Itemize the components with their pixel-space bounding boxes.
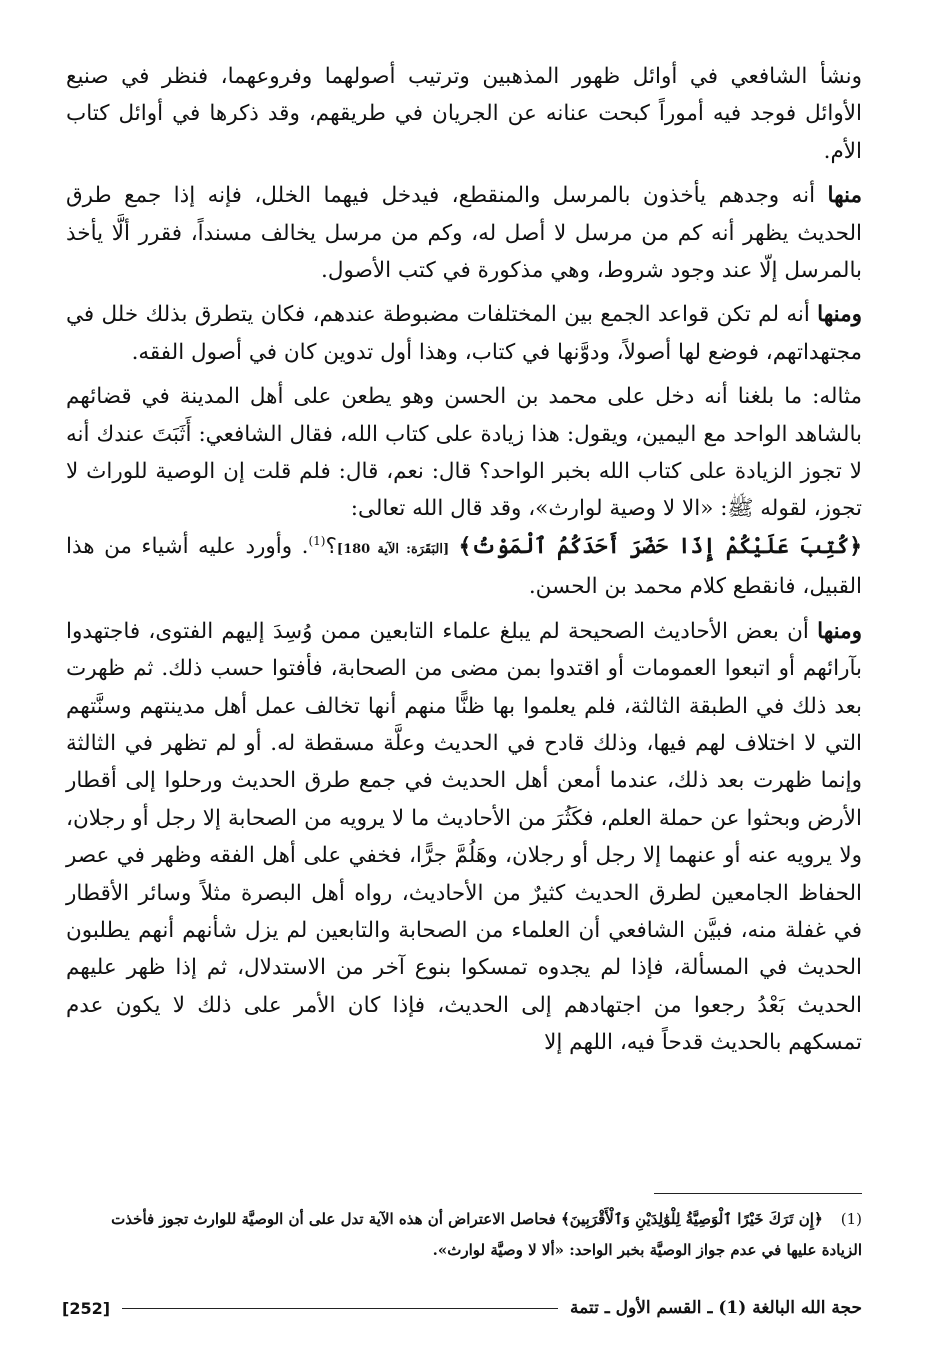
paragraph-lead: منها xyxy=(827,183,862,209)
paragraph-example xyxy=(66,378,862,605)
paragraph-example-text: مثاله: ما بلغنا أنه دخل على محمد بن الحسن وهو يطعن على أهل المدينة في قضائهم بالشاهد الواحد مع اليمين، ويقول: هذا زيادة على كتاب الله، فقال الشافعي: أَثَبَتَ عندك أنه لا تجوز الزيادة على كتاب الله بخبر الواحد؟ قال: نعم، قال: فلم قلت إن الوصية للوراث لا تجوز، لقوله ﷺ: «الا لا وصية لوارث»، وقد قال الله تعالى: xyxy=(66,384,862,522)
paragraph-lead: ومنها xyxy=(817,618,862,644)
paragraph-intro xyxy=(66,58,862,170)
paragraph-hadith xyxy=(66,613,862,1062)
page-body xyxy=(66,58,862,1069)
footnote-text: فحاصل الاعتراض أن هذه الآية تدل على أن الوصيَّة للوارث تجوز فأخذت الزيادة عليها في عدم جواز الوصيَّة بخبر الواحد: «ألا لا وصيَّة لوارث». xyxy=(111,1210,862,1259)
footnote-verse: ﴿إِن تَرَكَ خَيْرًا ٱلْوَصِيَّةُ لِلْوَٰلِدَيْنِ وَٱلْأَقْرَبِينَ﴾ xyxy=(560,1210,823,1228)
book-title: حجة الله البالغة (1) ـ القسم الأول ـ تتمة xyxy=(570,1298,862,1318)
paragraph-usul xyxy=(66,296,862,371)
paragraph-usul-text: أنه لم تكن قواعد الجمع بين المختلفات مضبوطة عندهم، فكان يتطرق بذلك خلل في مجتهداتهم، فوضع لها أصولاً، ودوَّنها في كتاب، وهذا أول تدوين كان في أصول الفقه. xyxy=(66,302,862,365)
paragraph-intro-text: ونشأ الشافعي في أوائل ظهور المذهبين وترتيب أصولهما وفروعهما، فنظر في صنيع الأوائل فوجد فيه أموراً كبحت عنانه عن الجريان في طريقهم، وقد ذكرها في أوائل كتاب الأم. xyxy=(66,64,862,164)
paragraph-mursal-text: أنه وجدهم يأخذون بالمرسل والمنقطع، فيدخل فيهما الخلل، فإنه إذا جمع طرق الحديث يظهر أنه كم من مرسل لا أصل له، وكم من مرسل يخالف مسنداً، فقرر ألَّا يأخذ بالمرسل إلّا عند وجود شروط، وهي مذكورة في كتب الأصول. xyxy=(66,183,862,284)
quran-verse: ﴿كُتِبَ عَلَيْكُمْ إِذَا حَضَرَ أَحَدَكُمُ ٱلْمَوْتُ﴾ xyxy=(458,533,862,559)
footnote-number: (1) xyxy=(840,1210,862,1228)
page-footer xyxy=(62,1291,862,1325)
paragraph-hadith-text: أن بعض الأحاديث الصحيحة لم يبلغ علماء التابعين ممن وُسِدَ إليهم الفتوى، فاجتهدوا بآرائهم أو اتبعوا العمومات أو اقتدوا بمن مضى من الصحابة، فأفتوا حسب ذلك. ثم ظهرت بعد ذلك في الطبقة الثالثة، فلم يعلموا بها ظنًّا منهم أنها تخالف عمل أهل مدينتهم وسنَّتهم التي لا اختلاف لهم فيها، وذلك قادح في الحديث وعلَّة مسقطة له. أو لم تظهر في الثالثة وإنما ظهرت بعد ذلك، عندما أمعن أهل الحديث في جمع طرق الحديث ورحلوا إلى أقطار الأرض وبحثوا عن حملة العلم، فكَثُرَ من الأحاديث ما لا يرويه من الصحابة إلا رجل أو رجلان، ولا يرويه عنه أو عنهما إلا رجل أو رجلان، وهَلُمَّ جرًّا، فخفي على أهل الفقه وظهر في عصر الحفاظ الجامعين لطرق الحديث كثيرٌ من الأحاديث، رواه أهل البصرة مثلاً وسائر الأقطار في غفلة منه، فبيَّن الشافعي أن العلماء من الصحابة والتابعين لم يزل شأنهم أنهم يطلبون الحديث في المسألة، فإذا لم يجدوه تمسكوا بنوع آخر من الاستدلال، ثم إذا ظهر عليهم الحديث بَعْدُ رجعوا من اجتهادهم إلى الحديث، فإذا كان الأمر على ذلك لا يكون عدم تمسكهم بالحديث قدحاً فيه، اللهم إلا xyxy=(66,618,863,1056)
footnote xyxy=(66,1204,862,1266)
footer-divider xyxy=(122,1308,558,1309)
paragraph-lead: ومنها xyxy=(817,302,862,328)
question-mark: ؟ xyxy=(325,533,337,559)
footnote-marker[interactable]: (1) xyxy=(308,533,326,548)
paragraph-mursal xyxy=(66,177,862,289)
verse-reference: [البَقَرَة: الآية 180] xyxy=(336,541,450,557)
paragraph-example-continuation: . وأورد عليه أشياء من هذا القبيل، فانقطع كلام محمد بن الحسن. xyxy=(66,533,862,600)
page-number: [252] xyxy=(62,1298,111,1318)
footnote-divider xyxy=(654,1193,862,1194)
